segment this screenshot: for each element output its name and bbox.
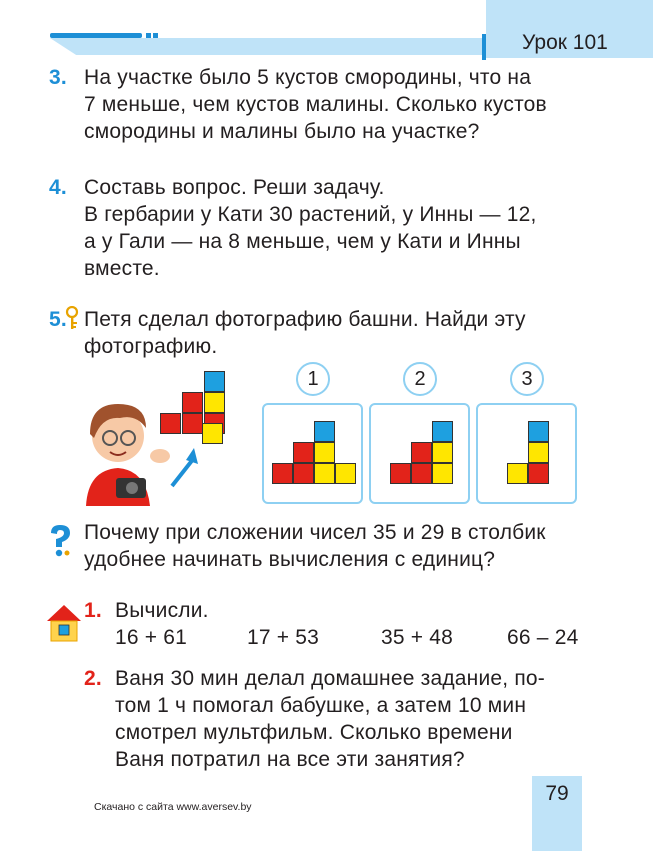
task-5-text	[84, 306, 584, 360]
page-number: 79	[545, 782, 569, 805]
footer-source: Скачано с сайта www.aversev.by	[94, 801, 252, 813]
question-line: Почему при сложении чисел 35 и 29 в столбик	[84, 521, 546, 544]
home-task-1-title: Вычисли.	[115, 599, 209, 622]
home-icon	[46, 603, 82, 643]
option-2-label: 2	[403, 362, 437, 396]
task-5-line: Петя сделал фотографию башни. Найди эту	[84, 308, 526, 331]
task-4-line: В гербарии у Кати 30 растений, у Инны — 12,	[84, 203, 537, 226]
expression: 66 – 24	[507, 626, 579, 649]
task-3-number: 3.	[49, 66, 67, 89]
header-rule	[50, 38, 486, 55]
home-task-1-number: 1.	[84, 599, 102, 622]
home-task-2-line: Ваня потратил на все эти занятия?	[115, 748, 465, 771]
task-4-line: а у Гали — на 8 меньше, чем у Кати и Инны	[84, 230, 521, 253]
photo-option-1[interactable]	[262, 403, 363, 504]
expression: 16 + 61	[115, 626, 188, 649]
photo-option-2[interactable]	[369, 403, 470, 504]
pointing-arrow	[150, 438, 200, 490]
task-3-line: смородины и малины было на участке?	[84, 120, 480, 143]
task-4-number: 4.	[49, 176, 67, 199]
question-text	[84, 519, 594, 573]
home-task-2-line: смотрел мультфильм. Сколько времени	[115, 721, 513, 744]
task-5-number: 5.	[49, 308, 67, 331]
home-task-2-line: том 1 ч помогал бабушке, а затем 10 мин	[115, 694, 527, 717]
task-4-line: вместе.	[84, 257, 160, 280]
option-1-label: 1	[296, 362, 330, 396]
expression: 17 + 53	[247, 626, 320, 649]
task-5-line: фотографию.	[84, 335, 218, 358]
task-4-text	[84, 174, 584, 282]
lesson-title: Урок 101	[522, 31, 608, 54]
home-task-2-number: 2.	[84, 667, 102, 690]
home-task-2-text	[115, 665, 585, 773]
task-4-line: Составь вопрос. Реши задачу.	[84, 176, 385, 199]
task-3-line: 7 меньше, чем кустов малины. Сколько кустов	[84, 93, 547, 116]
option-3-label: 3	[510, 362, 544, 396]
home-task-2-line: Ваня 30 мин делал домашнее задание, по-	[115, 667, 545, 690]
lesson-tab-marker	[482, 34, 486, 60]
header-accent-bar	[50, 33, 142, 38]
task-3-text	[84, 64, 584, 145]
task-3-line: На участке было 5 кустов смородины, что на	[84, 66, 532, 89]
question-line: удобнее начинать вычисления с единиц?	[84, 548, 496, 571]
key-icon	[64, 306, 80, 330]
question-icon	[47, 523, 73, 557]
expression: 35 + 48	[381, 626, 454, 649]
photo-option-3[interactable]	[476, 403, 577, 504]
